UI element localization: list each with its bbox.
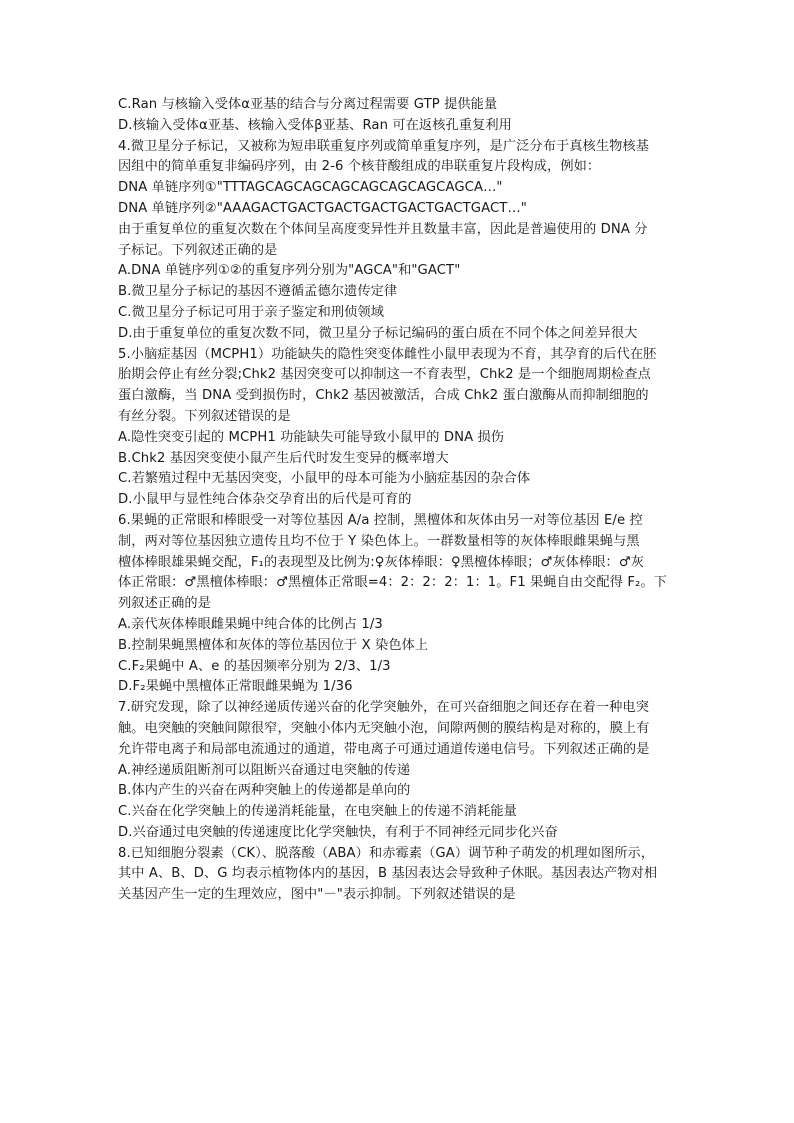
text-line: 允许带电离子和局部电流通过的通道，带电离子可通过通道传递电信号。下列叙述正确的是 <box>118 741 650 757</box>
text-line: C.若繁殖过程中无基因突变，小鼠甲的母本可能为小脑症基因的杂合体 <box>118 471 531 487</box>
text-line: 8.已知细胞分裂素（CK）、脱落酸（ABA）和赤霉素（GA）调节种子萌发的机理如图所示， <box>118 845 655 861</box>
text-line: 胎期会停止有丝分裂;Chk2 基因突变可以抑制这一不育表型，Chk2 是一个细胞周期检查点 <box>118 367 651 383</box>
text-line: DNA 单链序列①"TTTAGCAGCAGCAGCAGCAGCAGCAGCA…" <box>118 180 503 196</box>
text-line: 有丝分裂。下列叙述错误的是 <box>118 408 291 424</box>
text-line: B.体内产生的兴奋在两种突触上的传递都是单向的 <box>118 783 411 799</box>
text-line: 触。电突触的突触间隙很窄，突触小体内无突触小泡，间隙两侧的膜结构是对称的，膜上有 <box>118 720 650 736</box>
text-line: 4.微卫星分子标记，又被称为短串联重复序列或简单重复序列，是广泛分布于真核生物核基 <box>118 138 649 154</box>
text-line: 体正常眼：♂黑檀体棒眼：♂黑檀体正常眼=4：2：2：2：1：1。F1 果蝇自由交配得 F₂。下 <box>118 575 667 591</box>
text-line: 檀体棒眼雄果蝇交配，F₁的表现型及比例为:♀灰体棒眼：♀黑檀体棒眼；♂灰体棒眼：♂灰 <box>118 554 645 570</box>
text-line: 制，两对等位基因独立遗传且均不位于 Y 染色体上。一群数量相等的灰体棒眼雌果蝇与黑 <box>118 533 640 549</box>
text-line: D.核输入受体α亚基、核输入受体β亚基、Ran 可在返核孔重复利用 <box>118 117 512 133</box>
text-line: A.亲代灰体棒眼雌果蝇中纯合体的比例占 1/3 <box>118 616 383 632</box>
text-line: 5.小脑症基因（MCPH1）功能缺失的隐性突变体雌性小鼠甲表现为不育，其孕育的后代在胚 <box>118 346 657 362</box>
text-line: 关基因产生一定的生理效应，图中"－"表示抑制。下列叙述错误的是 <box>118 887 516 903</box>
text-line: B.Chk2 基因突变使小鼠产生后代时发生变异的概率增大 <box>118 450 449 466</box>
text-line: 蛋白激酶，当 DNA 受到损伤时，Chk2 基因被激活，合成 Chk2 蛋白激酶从而抑制细胞的 <box>118 388 649 404</box>
text-line: B.微卫星分子标记的基因不遵循孟德尔遗传定律 <box>118 284 398 300</box>
text-line: 由于重复单位的重复次数在个体间呈高度变异性并且数量丰富，因此是普遍使用的 DNA 分 <box>118 221 648 237</box>
text-line: A.隐性突变引起的 MCPH1 功能缺失可能导致小鼠甲的 DNA 损伤 <box>118 429 505 445</box>
text-line: 6.果蝇的正常眼和棒眼受一对等位基因 A/a 控制，黑檀体和灰体由另一对等位基因 E/e 控 <box>118 512 643 528</box>
text-line: D.小鼠甲与显性纯合体杂交孕育出的后代是可育的 <box>118 492 412 508</box>
text-line: B.控制果蝇黑檀体和灰体的等位基因位于 X 染色体上 <box>118 637 429 653</box>
document-page <box>118 95 678 906</box>
text-line: A.神经递质阻断剂可以阻断兴奋通过电突触的传递 <box>118 762 411 778</box>
text-line: D.F₂果蝇中黑檀体正常眼雌果蝇为 1/36 <box>118 679 353 695</box>
text-line: D.兴奋通过电突触的传递速度比化学突触快，有利于不同神经元同步化兴奋 <box>118 824 558 840</box>
text-line: C.Ran 与核输入受体α亚基的结合与分离过程需要 GTP 提供能量 <box>118 97 498 112</box>
text-line: DNA 单链序列②"AAAGACTGACTGACTGACTGACTGACTGACT…" <box>118 200 527 216</box>
text-line: C.F₂果蝇中 A、e 的基因频率分别为 2/3、1/3 <box>118 658 391 674</box>
text-line: D.由于重复单位的重复次数不同，微卫星分子标记编码的蛋白质在不同个体之间差异很大 <box>118 325 638 341</box>
text-line: 因组中的简单重复非编码序列，由 2-6 个核苷酸组成的串联重复片段构成，例如： <box>118 159 601 175</box>
text-line: 7.研究发现，除了以神经递质传递兴奋的化学突触外，在可兴奋细胞之间还存在着一种电突 <box>118 700 649 716</box>
text-line: C.兴奋在化学突触上的传递消耗能量，在电突触上的传递不消耗能量 <box>118 804 517 820</box>
text-line: 子标记。下列叙述正确的是 <box>118 242 278 258</box>
text-line: 列叙述正确的是 <box>118 596 212 612</box>
text-line: C.微卫星分子标记可用于亲子鉴定和刑侦领域 <box>118 304 385 320</box>
text-line: A.DNA 单链序列①②的重复序列分别为"AGCA"和"GACT" <box>118 263 461 279</box>
text-line: 其中 A、B、D、G 均表示植物体内的基因，B 基因表达会导致种子休眠。基因表达产物对相 <box>118 866 658 882</box>
